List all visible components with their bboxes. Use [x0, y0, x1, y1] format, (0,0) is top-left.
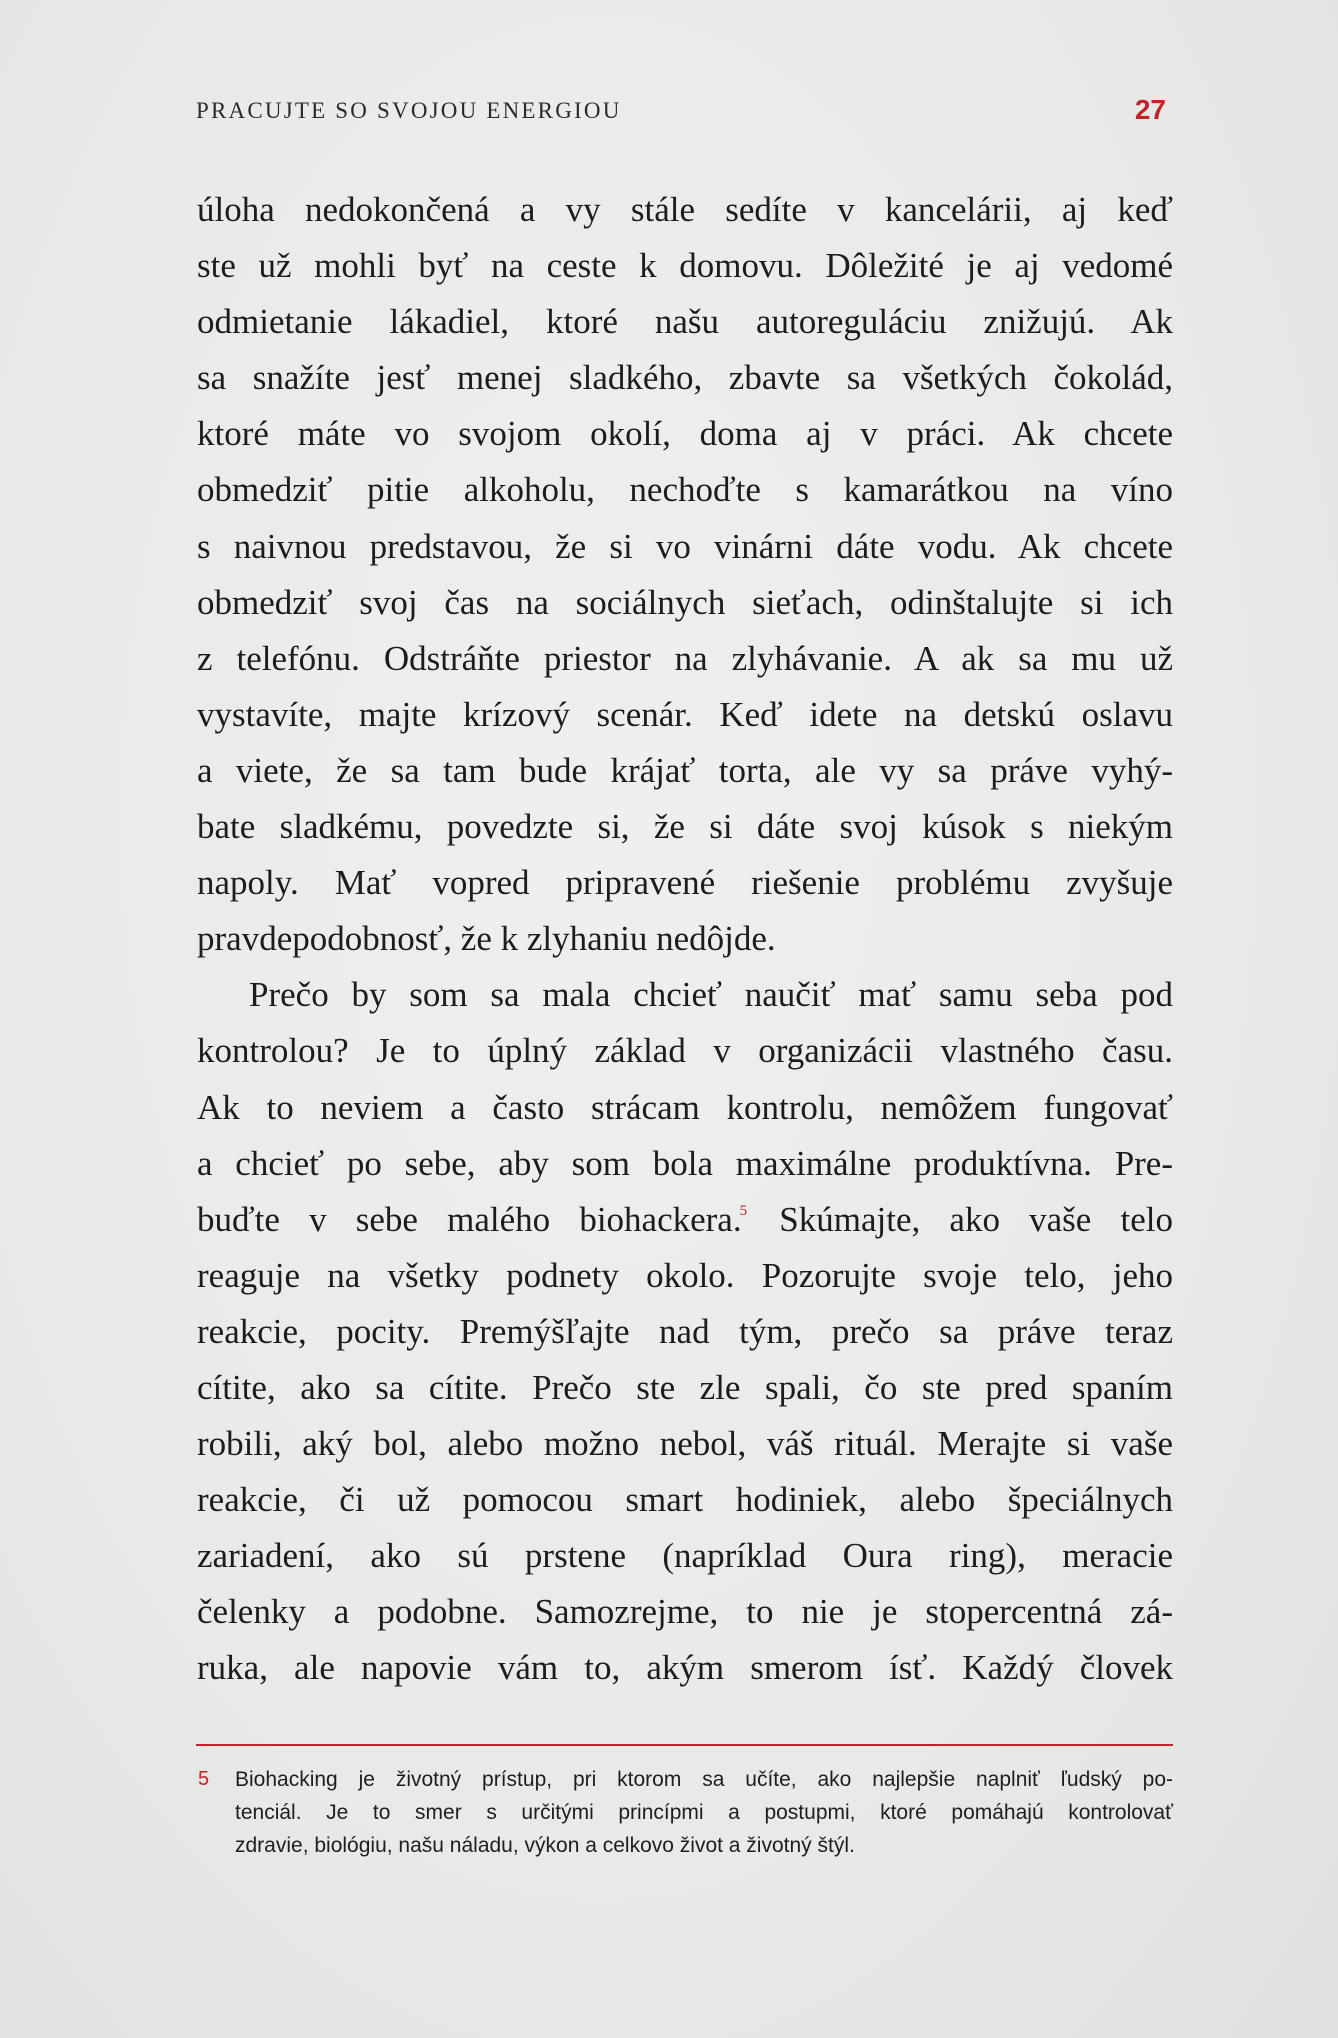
text-line: a chcieť po sebe, aby som bola maximálne produktívna. Pre-: [197, 1143, 1173, 1183]
text-line: bate sladkému, povedzte si, že si dáte svoj kúsok s niekým: [197, 807, 1173, 847]
text-line: ruka, ale napovie vám to, akým smerom ísť. Každý človek: [197, 1648, 1173, 1688]
footnote-divider: [196, 1744, 1173, 1746]
text-line: cítite, ako sa cítite. Prečo ste zle spali, čo ste pred spaním: [197, 1367, 1173, 1407]
text-line: odmietanie lákadiel, ktoré našu autoreguláciu znižujú. Ak: [197, 302, 1173, 342]
text-segment: Skúmajte, ako vaše telo: [779, 1199, 1173, 1239]
text-line: zariadení, ako sú prstene (napríklad Oura ring), meracie: [197, 1536, 1173, 1576]
text-segment: buďte v sebe malého biohackera.: [197, 1199, 742, 1239]
footnote-line: zdravie, biológiu, našu náladu, výkon a celkovo život a životný štýl.: [235, 1834, 855, 1857]
footnote-number: 5: [198, 1768, 210, 1790]
text-line: ktoré máte vo svojom okolí, doma aj v práci. Ak chcete: [197, 414, 1173, 454]
body-text: [197, 182, 1173, 1697]
text-line: reakcie, pocity. Premýšľajte nad tým, prečo sa práve teraz: [197, 1311, 1173, 1351]
running-head: PRACUJTE SO SVOJOU ENERGIOU: [196, 98, 622, 123]
text-line: reaguje na všetky podnety okolo. Pozorujte svoje telo, jeho: [197, 1255, 1173, 1295]
text-line: reakcie, či už pomocou smart hodiniek, alebo špeciálnych: [197, 1480, 1173, 1520]
text-line: z telefónu. Odstráňte priestor na zlyhávanie. A ak sa mu už: [197, 638, 1173, 678]
text-line: s naivnou predstavou, že si vo vinárni dáte vodu. Ak chcete: [197, 526, 1173, 566]
footnote-line: tenciál. Je to smer s určitými princípmi a postupmi, ktoré pomáhajú kontrolovať: [235, 1801, 1173, 1824]
text-line: kontrolou? Je to úplný základ v organizácii vlastného času.: [197, 1031, 1173, 1071]
text-line: pravdepodobnosť, že k zlyhaniu nedôjde.: [197, 919, 776, 959]
text-line: a viete, že sa tam bude krájať torta, ale vy sa práve vyhý-: [197, 750, 1173, 790]
text-line: ste už mohli byť na ceste k domovu. Dôležité je aj vedomé: [197, 246, 1173, 286]
text-line: úloha nedokončená a vy stále sedíte v kancelárii, aj keď: [197, 190, 1173, 229]
text-line: vystavíte, majte krízový scenár. Keď idete na detskú oslavu: [197, 694, 1173, 734]
page-number: 27: [1134, 94, 1166, 125]
text-line: obmedziť pitie alkoholu, nechoďte s kamarátkou na víno: [197, 470, 1173, 510]
text-line: obmedziť svoj čas na sociálnych sieťach, odinštalujte si ich: [197, 582, 1173, 622]
text-line-with-footnote: [197, 1192, 1173, 1248]
text-line: sa snažíte jesť menej sladkého, zbavte sa všetkých čokolád,: [197, 358, 1173, 398]
text-line: Prečo by som sa mala chcieť naučiť mať samu seba pod: [249, 975, 1173, 1015]
footnote-reference[interactable]: 5: [739, 1202, 748, 1219]
footnote-text: [235, 1763, 1173, 1862]
footnote-line: Biohacking je životný prístup, pri ktorom sa učíte, ako najlepšie naplniť ľudský po-: [235, 1768, 1173, 1791]
text-line: napoly. Mať vopred pripravené riešenie problému zvyšuje: [197, 863, 1173, 903]
text-line: Ak to neviem a často strácam kontrolu, nemôžem fungovať: [197, 1087, 1173, 1127]
text-line: čelenky a podobne. Samozrejme, to nie je stopercentná zá-: [197, 1592, 1173, 1632]
text-line: robili, aký bol, alebo možno nebol, váš rituál. Merajte si vaše: [197, 1424, 1173, 1464]
